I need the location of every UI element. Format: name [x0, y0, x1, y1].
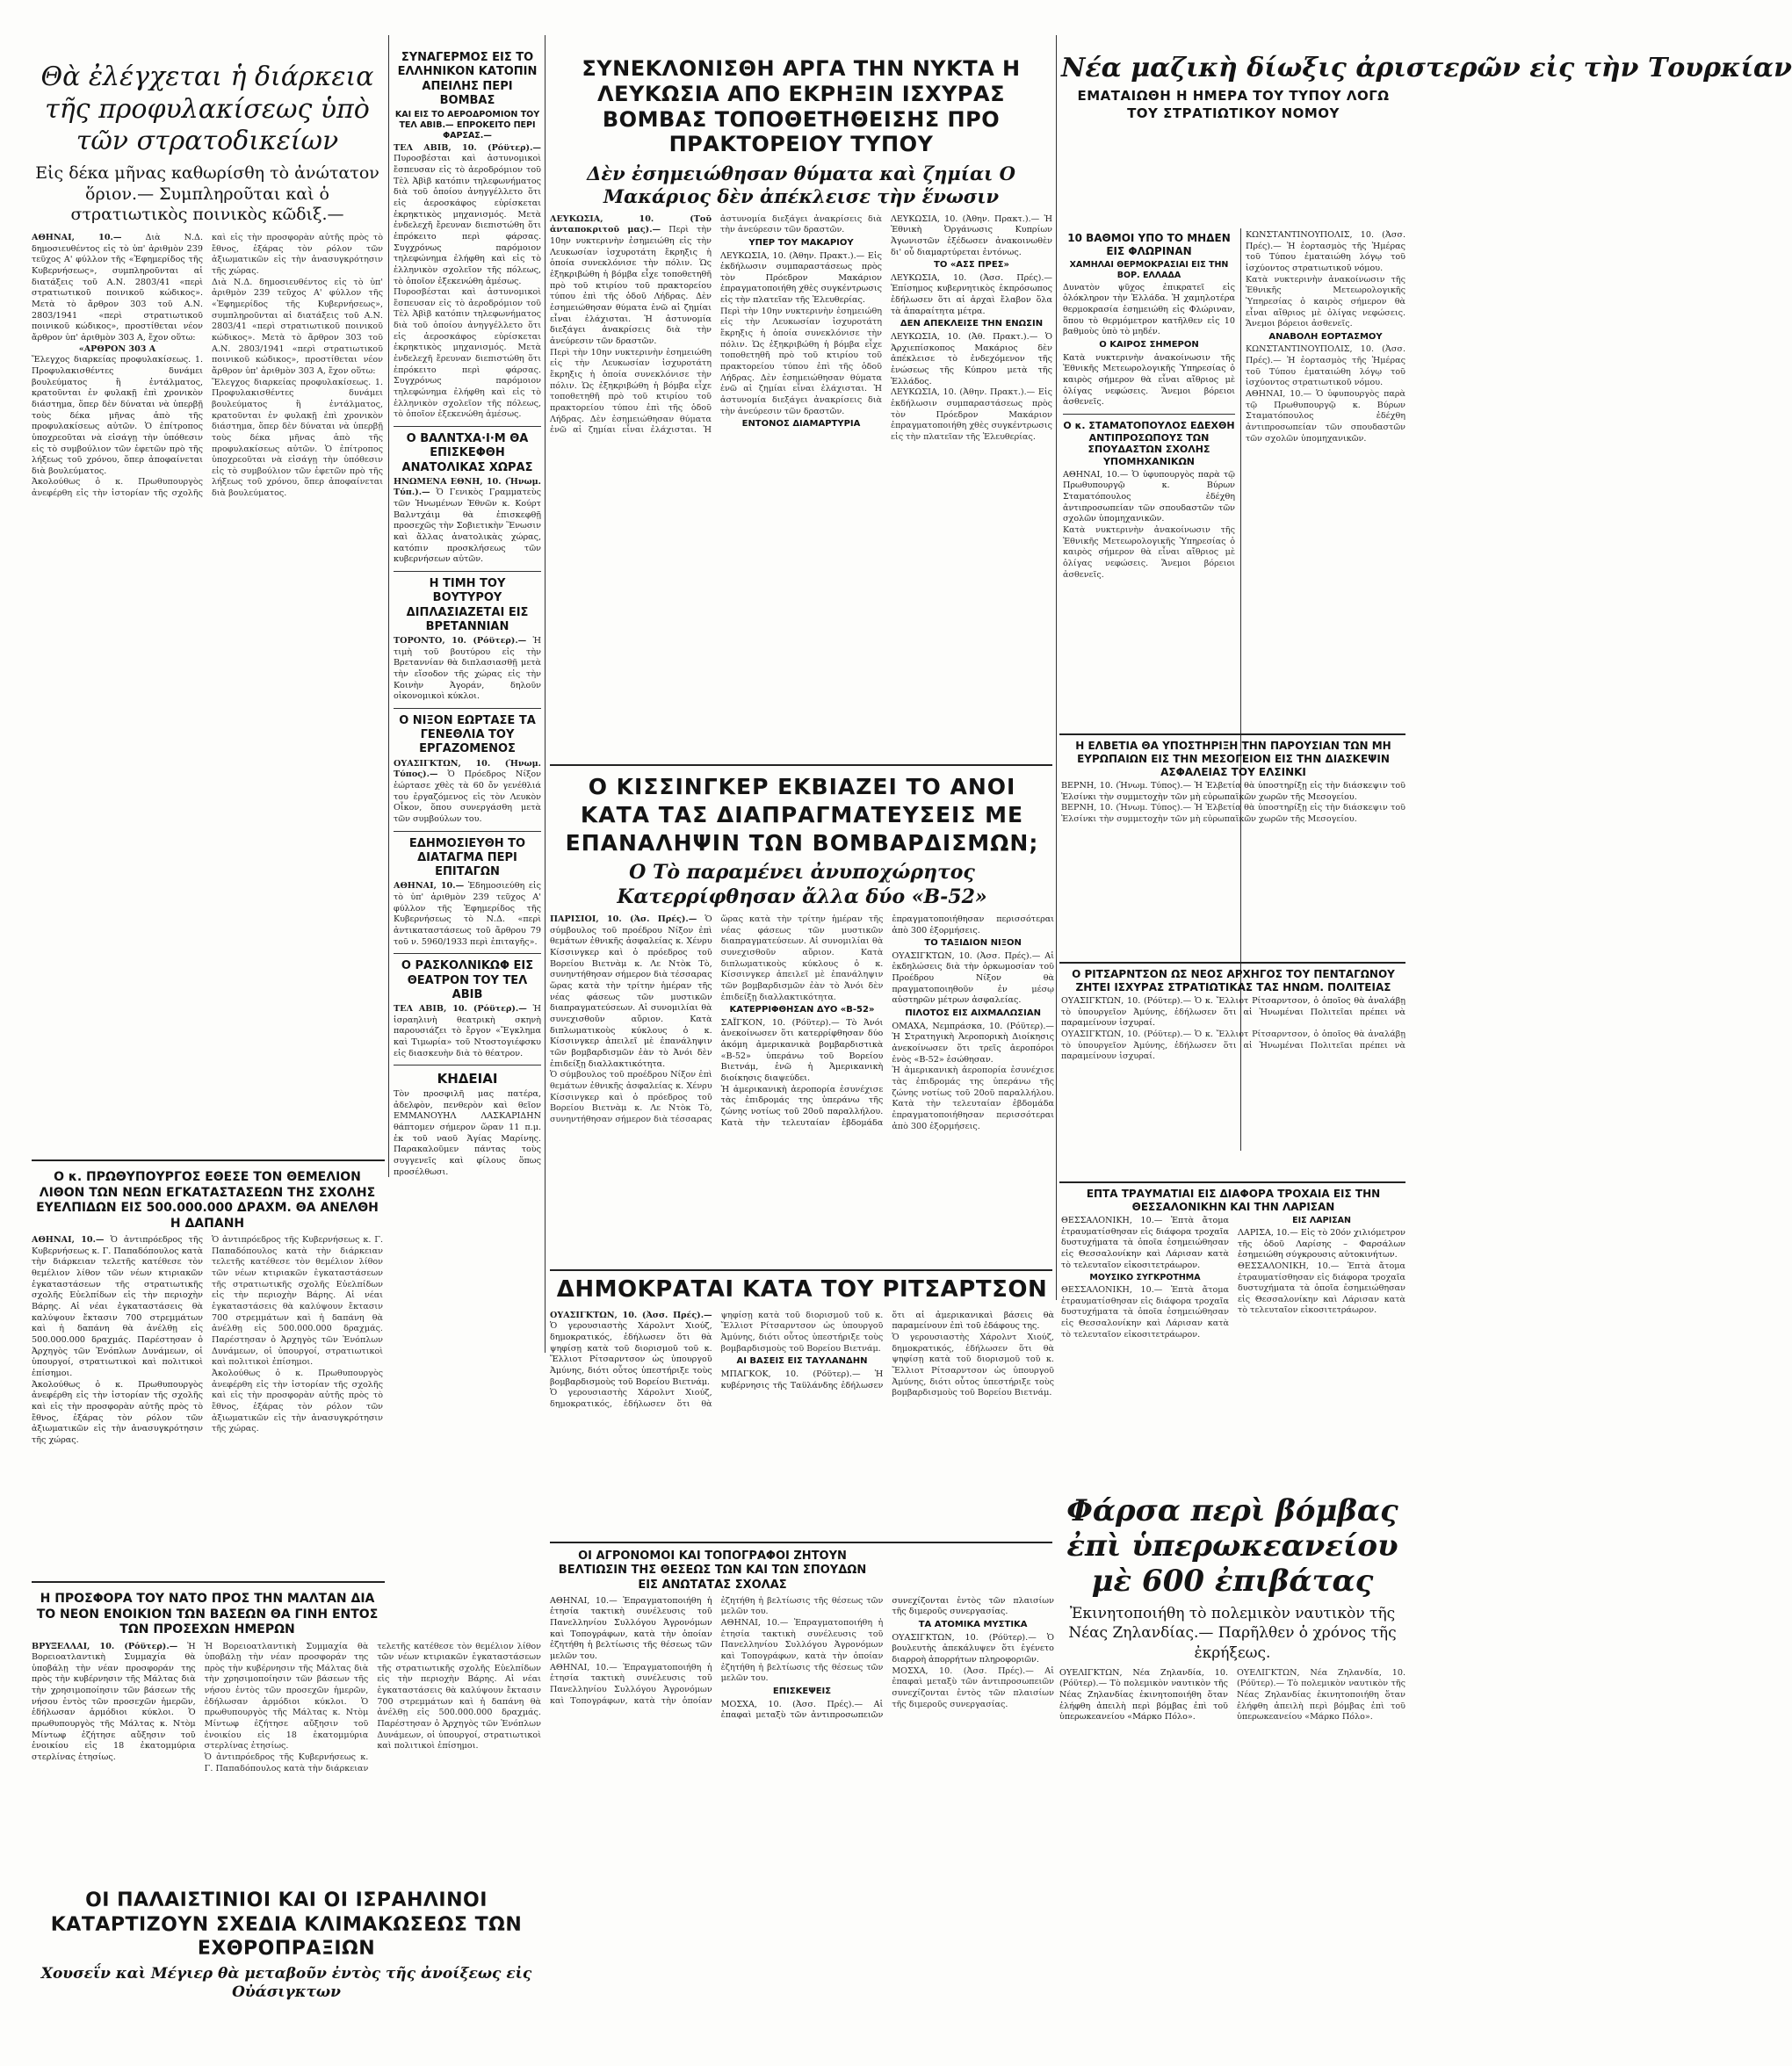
section-rule [550, 764, 1052, 766]
article-body: Πυροσβέσται καὶ ἀστυνομικοὶ ἔσπευσαν εἰς τὸ ἀεροδρόμιον τοῦ Τὲλ Ἀβὶβ κατόπιν τηλεφωνήματος διὰ τοῦ ὁποίου ἀνηγγέλλετο ὅτι εἰς ἀεροσκάφος εὑρίσκεται ἐκρηκτικὸς μηχανισμός. Μετὰ ἐνδελεχῆ ἔρευναν διεπιστώθη ὅτι ἐπρόκειτο περὶ φάρσας. Συγχρόνως παρόμοιον τηλεφώνημα ἐλήφθη καὶ εἰς τὸ ἑλληνικὸν σχολεῖον τῆς πόλεως, τὸ ὁποῖον ἐξεκενώθη ἀμέσως. [394, 287, 541, 420]
subheadline: Χουσεΐν καὶ Μέγιερ θὰ μεταβοῦν ἐντὸς τῆς ἀνοίξεως εἰς Οὐάσιγκτων [40, 1964, 532, 2001]
article-body: ΟΥΑΣΙΓΚΤΩΝ, 10. (Ρόϋτερ).— Ὁ κ. Ἔλλιοτ Ρίτσαρντσον, ὁ ὁποῖος θὰ ἀναλάβῃ τὸ ὑπουργεῖον Ἀμύνης, ἐδήλωσεν ὅτι αἱ Ἡνωμέναι Πολιτεῖαι πρέπει νὰ παραμείνουν ἰσχυραί. [1061, 1029, 1405, 1062]
dateline: ΑΘΗΝΑΙ, 10.— [394, 881, 465, 892]
article-body: ΣΑΪΓΚΟΝ, 10. (Ρόϋτερ).— Τὸ Ἀνόι ἀνεκοίνωσεν ὅτι κατερρίφθησαν δύο ἀκόμη ἀμερικανικὰ βομβαρδιστικὰ «Β-52» ὑπεράνω τοῦ Βορείου Βιετνάμ, ἐνῶ ἡ Ἀμερικανικὴ διοίκησις διαψεύδει. [720, 1017, 884, 1084]
article-body: Περὶ τὴν 10ην νυκτερινὴν ἐσημειώθη εἰς τὴν Λευκωσίαν ἰσχυροτάτη ἔκρηξις ἡ ὁποία συνεκλόνισε τὴν πόλιν. Ὡς ἐξηκριβώθη ἡ βόμβα εἶχε τοποθετηθῆ πρὸ τοῦ κτιρίου τοῦ πρακτορείου τύπου ἐπὶ τῆς ὁδοῦ Λήδρας. Δὲν ἐσημειώθησαν θύματα ἐνῶ αἱ ζημίαι εἶναι ἐλάχισται. Ἡ ἀστυνομία διεξάγει ἀνακρίσεις διὰ τὴν ἀνεύρεσιν τῶν δραστῶν. [550, 213, 882, 436]
dateline: ΟΥΑΣΙΓΚΤΩΝ, 10. (Ἀσσ. Πρές).— [550, 1310, 712, 1320]
main-headline: Φάρσα περὶ βόμβας ἐπὶ ὑπερωκεανείου μὲ 600 ἐπιβάτας [1066, 1493, 1398, 1600]
switzerland-story [1061, 738, 1405, 957]
bomb-hoax-story [1059, 1493, 1405, 1880]
section-label: Ο ΚΑΙΡΟΣ ΣΗΜΕΡΟΝ [1099, 340, 1199, 350]
article-body: ΟΥΑΣΙΓΚΤΩΝ, 10. (Ἀσσ. Πρές).— Αἱ ἐκδηλώσεις διὰ τὴν ὁρκωμοσίαν τοῦ Προέδρου Νίξον θὰ πραγματοποιηθοῦν ἐν μέσῳ αὐστηρῶν μέτρων ἀσφαλείας. [892, 950, 1054, 1006]
column-rule [1056, 35, 1057, 1300]
dateline: ΑΘΗΝΑΙ, 10.— [32, 1235, 105, 1245]
article-body: Ὁ ἀντιπρόεδρος τῆς Κυβερνήσεως κ. Γ. Παπαδόπουλος κατὰ τὴν διάρκειαν τελετῆς κατέθεσε τὸν θεμέλιον λίθον τῶν νέων κτιριακῶν ἐγκαταστάσεων τῆς στρατιωτικῆς σχολῆς Εὐελπίδων εἰς τὴν περιοχὴν Βάρης. Αἱ νέαι ἐγκαταστάσεις θὰ καλύψουν ἔκτασιν 700 στρεμμάτων καὶ ἡ δαπάνη θὰ ἀνέλθῃ εἰς 500.000.000 δραχμάς. Παρέστησαν ὁ Ἀρχηγὸς τῶν Ἐνόπλων Δυνάμεων, οἱ ὑπουργοί, στρατιωτικοὶ καὶ πολιτικοὶ ἐπίσημοι. [32, 1235, 203, 1378]
dateline: ΤΕΛ ΑΒΙΒ, 10. (Ρόϋτερ).— [394, 142, 541, 153]
dateline: ΠΑΡΙΣΙΟΙ, 10. (Ἀσ. Πρές).— [550, 914, 697, 924]
article-body: Ἔλεγχος διαρκείας προφυλακίσεως. 1. Προφυλακισθέντες δυνάμει βουλεύματος ἢ ἐντάλματος, κρατοῦνται ἐν φυλακῇ ἐπὶ χρονικὸν διάστημα, ὅπερ δὲν δύναται νὰ ὑπερβῇ τοὺς δέκα μῆνας ἀπὸ τῆς προφυλακίσεως αὐτῶν. Ὁ ἐπίτροπος ὑποχρεοῦται νὰ εἰσάγῃ τὴν ὑπόθεσιν εἰς τὸ συμβούλιον τῶν ἐφετῶν πρὸ τῆς λήξεως τοῦ χρόνου, ὅπερ ἀποφαίνεται διὰ βουλεύματος. [212, 377, 383, 499]
article-body: ΜΟΣΧΑ, 10. (Ἀσσ. Πρές).— Αἱ ἐπαφαὶ μεταξὺ τῶν ἀντιπροσωπειῶν συνεχίζονται ἐντὸς τῶν πλαισίων τῆς διμεροῦς συνεργασίας. [720, 1595, 1054, 1721]
dateline: ΛΕΥΚΩΣΙΑ, 10. (Τοῦ ἀνταποκριτοῦ μας).— [550, 213, 712, 235]
article-body: ΟΥΕΛΙΓΚΤΩΝ, Νέα Ζηλανδία, 10. (Ρόϋτερ).— Τὸ πολεμικὸν ναυτικὸν τῆς Νέας Ζηλανδίας ἐκινητοποιήθη ὅταν ἐλήφθη ἀπειλὴ περὶ βόμβας ἐπὶ τοῦ ὑπερωκεανείου «Μάρκο Πόλο». [1237, 1667, 1405, 1723]
article-body: ΑΘΗΝΑΙ, 10.— Ὁ ὑφυπουργὸς παρὰ τῷ Πρωθυπουργῷ κ. Βύρων Σταματόπουλος ἐδέχθη ἀντιπροσωπείαν τῶν σπουδαστῶν τῶν σχολῶν ὑπομηχανικῶν. [1063, 469, 1235, 524]
article-body: Πυροσβέσται καὶ ἀστυνομικοὶ ἔσπευσαν εἰς τὸ ἀεροδρόμιον τοῦ Τὲλ Ἀβὶβ κατόπιν τηλεφωνήματος διὰ τοῦ ὁποίου ἀνηγγέλλετο ὅτι εἰς ἀεροσκάφος εὑρίσκεται ἐκρηκτικὸς μηχανισμός. Μετὰ ἐνδελεχῆ ἔρευναν διεπιστώθη ὅτι ἐπρόκειτο περὶ φάρσας. Συγχρόνως παρόμοιον τηλεφώνημα ἐλήφθη καὶ εἰς τὸ ἑλληνικὸν σχολεῖον τῆς πόλεως, τὸ ὁποῖον ἐξεκενώθη ἀμέσως. [394, 154, 541, 286]
agronomists-story [550, 1548, 1054, 1882]
turkey-story-head [1061, 53, 1792, 228]
story-headline: Ο ΝΙΞΟΝ ΕΩΡΤΑΣΕ ΤΑ ΓΕΝΕΘΛΙΑ ΤΟΥ ΕΡΓΑΖΟΜΕΝΟΣ [399, 713, 536, 756]
column-rule [388, 35, 389, 1177]
article-body: Ὁ σύμβουλος τοῦ προέδρου Νίξον ἐπὶ θεμάτων ἐθνικῆς ἀσφαλείας κ. Χένρυ Κίσσινγκερ καὶ ὁ πρόεδρος τοῦ Βορείου Βιετνὰμ κ. Λε Ντὸκ Τὸ, συνηντήθησαν σήμερον διὰ τέσσαρας ὥρας κατὰ τὴν τρίτην ἡμέραν τῆς νέας φάσεως τῶν μυστικῶν διαπραγματεύσεων. Αἱ συνομιλίαι θὰ συνεχισθοῦν αὔριον. Κατὰ διπλωματικοὺς κύκλους ὁ κ. Κίσσινγκερ ἀπειλεῖ μὲ ἐπανάληψιν τῶν βομβαρδισμῶν ἐὰν τὸ Ἀνόι δὲν ἐπιδείξῃ διαλλακτικότητα. [550, 914, 884, 1124]
article-body: Περὶ τὴν 10ην νυκτερινὴν ἐσημειώθη εἰς τὴν Λευκωσίαν ἰσχυροτάτη ἔκρηξις ἡ ὁποία συνεκλόνισε τὴν πόλιν. Ὡς ἐξηκριβώθη ἡ βόμβα εἶχε τοποθετηθῆ πρὸ τοῦ κτιρίου τοῦ πρακτορείου τύπου ἐπὶ τῆς ὁδοῦ Λήδρας. Δὲν ἐσημειώθησαν θύματα ἐνῶ αἱ ζημίαι εἶναι ἐλάχισται. Ἡ ἀστυνομία διεξάγει ἀνακρίσεις διὰ τὴν ἀνεύρεσιν τῶν δραστῶν. [720, 306, 882, 416]
section-label: ΤΑ ΑΤΟΜΙΚΑ ΜΥΣΤΙΚΑ [918, 1620, 1028, 1630]
story-headline: Ο κ. ΠΡΩΘΥΠΟΥΡΓΟΣ ΕΘΕΣΕ ΤΟΝ ΘΕΜΕΛΙΟΝ ΛΙΘΟΝ ΤΩΝ ΝΕΩΝ ΕΓΚΑΤΑΣΤΑΣΕΩΝ ΤΗΣ ΣΧΟΛΗΣ ΕΥΕΛΠΙΔΩΝ ΕΙΣ 500.000.000 ΔΡΑΧΜ. ΘΑ ΑΝΕΛΘΗ Η ΔΑΠΑΝΗ [36, 1170, 379, 1231]
main-headline: Θὰ ἐλέγχεται ἡ διάρκεια τῆς προφυλακίσεως ὑπὸ τῶν στρατοδικείων [40, 61, 374, 157]
story-headline: ΕΔΗΜΟΣΙΕΥΘΗ ΤΟ ΔΙΑΤΑΓΜΑ ΠΕΡΙ ΕΠΙΤΑΓΩΝ [408, 836, 526, 879]
article-body: Ὁ Γενικὸς Γραμματεὺς τῶν Ἡνωμένων Ἐθνῶν κ. Κούρτ Βαλντχάιμ θὰ ἐπισκεφθῇ προσεχῶς τὴν Σοβιετικὴν Ἕνωσιν καὶ ἄλλας ἀνατολικὰς χώρας, κατόπιν προσκλήσεως τῶν κυβερνήσεων αὐτῶν. [394, 488, 541, 565]
article-body: ΚΩΝΣΤΑΝΤΙΝΟΥΠΟΛΙΣ, 10. (Ἀσσ. Πρές).— Ἡ ἑορτασμὸς τῆς Ἡμέρας τοῦ Τύπου ἐματαιώθη λόγῳ τοῦ ἰσχύοντος στρατιωτικοῦ νόμου. [1246, 230, 1405, 273]
story-headline: ΟΙ ΑΓΡΟΝΟΜΟΙ ΚΑΙ ΤΟΠΟΓΡΑΦΟΙ ΖΗΤΟΥΝ ΒΕΛΤΙΩΣΙΝ ΤΗΣ ΘΕΣΕΩΣ ΤΩΝ ΚΑΙ ΤΩΝ ΣΠΟΥΔΩΝ ΕΙΣ ΑΝΩΤΑΤΑΣ ΣΧΟΛΑΣ [558, 1550, 867, 1592]
main-headline: ΟΙ ΠΑΛΑΙΣΤΙΝΙΟΙ ΚΑΙ ΟΙ ΙΣΡΑΗΛΙΝΟΙ ΚΑΤΑΡΤΙΖΟΥΝ ΣΧΕΔΙΑ ΚΛΙΜΑΚΩΣΕΩΣ ΤΩΝ ΕΧΘΡΟΠΡΑΞΙΩΝ [50, 1889, 523, 1960]
subheadline: ΕΜΑΤΑΙΩΘΗ Η ΗΜΕΡΑ ΤΟΥ ΤΥΠΟΥ ΛΟΓΩ ΤΟΥ ΣΤΡΑΤΙΩΤΙΚΟΥ ΝΟΜΟΥ [1077, 88, 1390, 121]
section-label: ΤΟ «ΑΣΣ ΠΡΕΣ» [934, 260, 1009, 271]
article-body: ΚΩΝΣΤΑΝΤΙΝΟΥΠΟΛΙΣ, 10. (Ἀσσ. Πρές).— Ἡ ἑορτασμὸς τῆς Ἡμέρας τοῦ Τύπου ἐματαιώθη λόγῳ τοῦ ἰσχύοντος στρατιωτικοῦ νόμου. [1246, 344, 1405, 388]
article-body: Ἡ Βορειοατλαντικὴ Συμμαχία θὰ ὑποβάλῃ τὴν νέαν προσφοράν της πρὸς τὴν κυβέρνησιν τῆς Μάλτας διὰ τὴν χρησιμοποίησιν τῶν βάσεων τῆς νήσου ἐντὸς τῶν προσεχῶν ἡμερῶν, ἐδήλωσαν ἁρμόδιοι κύκλοι. Ὁ πρωθυπουργὸς τῆς Μάλτας κ. Ντὸμ Μίντωφ ἐζήτησε αὔξησιν τοῦ ἐνοικίου εἰς 18 ἑκατομμύρια στερλίνας ἐτησίως. [32, 1641, 196, 1763]
section-label: ΔΕΝ ΑΠΕΚΛΕΙΣΕ ΤΗΝ ΕΝΩΣΙΝ [900, 319, 1044, 329]
story-headline: Η ΤΙΜΗ ΤΟΥ ΒΟΥΤΥΡΟΥ ΔΙΠΛΑΣΙΑΖΕΤΑΙ ΕΙΣ ΒΡΕΤΑΝΝΙΑΝ [406, 577, 529, 633]
section-label: ΕΙΣ ΛΑΡΙΣΑΝ [1292, 1216, 1351, 1225]
article-body: Ἡ ἀμερικανικὴ ἀεροπορία ἐσυνέχισε τὰς ἐπιδρομάς της ὑπεράνω τῆς ζώνης νοτίως τοῦ 20οῦ παραλλήλου. Κατὰ τὴν τελευταίαν ἑβδομάδα ἐπραγματοποιήθησαν περισσότεραι ἀπὸ 300 ἐξορμήσεις. [720, 914, 1054, 1128]
dateline: ΒΡΥΞΕΛΛΑΙ, 10. (Ρόϋτερ).— [32, 1641, 178, 1651]
dateline: ΤΟΡΟΝΤΟ, 10. (Ρόϋτερ).— [394, 636, 527, 647]
article-body: Ὁ σύμβουλος τοῦ προέδρου Νίξον ἐπὶ θεμάτων ἐθνικῆς ἀσφαλείας κ. Χένρυ Κίσσινγκερ καὶ ὁ πρόεδρος τοῦ Βορείου Βιετνὰμ κ. Λε Ντὸκ Τὸ, συνηντήθησαν σήμερον διὰ τέσσαρας ὥρας κατὰ τὴν τρίτην ἡμέραν τῆς νέας φάσεως τῶν μυστικῶν διαπραγματεύσεων. Αἱ συνομιλίαι θὰ συνεχισθοῦν αὔριον. Κατὰ διπλωματικοὺς κύκλους ὁ κ. Κίσσινγκερ ἀπειλεῖ μὲ ἐπανάληψιν τῶν βομβαρδισμῶν ἐὰν τὸ Ἀνόι δὲν ἐπιδείξῃ διαλλακτικότητα. [550, 914, 712, 1069]
article-body: Ὁ Πρόεδρος Νίξον ἑώρτασε χθὲς τὰ 60 ὄν γενέθλιά του ἐργαζόμενος εἰς τὸν Λευκὸν Οἶκον, ὅπου συνεργάσθη μετὰ τῶν συμβούλων του. [394, 769, 541, 824]
kissinger-story [550, 773, 1054, 1265]
article-body: ΟΜΑΧΑ, Νεμπράσκα, 10. (Ρόϋτερ).— Ἡ Στρατηγικὴ Ἀεροπορικὴ Διοίκησις ἀνεκοίνωσεν ὅτι τρεῖς ἀεροπόροι ἐνὸς «Β-52» ἐσώθησαν. [892, 1021, 1054, 1065]
article-body: Ὁ ἀντιπρόεδρος τῆς Κυβερνήσεως κ. Γ. Παπαδόπουλος κατὰ τὴν διάρκειαν τελετῆς κατέθεσε τὸν θεμέλιον λίθον τῶν νέων κτιριακῶν ἐγκαταστάσεων τῆς στρατιωτικῆς σχολῆς Εὐελπίδων εἰς τὴν περιοχὴν Βάρης. Αἱ νέαι ἐγκαταστάσεις θὰ καλύψουν ἔκτασιν 700 στρεμμάτων καὶ ἡ δαπάνη θὰ ἀνέλθῃ εἰς 500.000.000 δραχμάς. Παρέστησαν ὁ Ἀρχηγὸς τῶν Ἐνόπλων Δυνάμεων, οἱ ὑπουργοί, στρατιωτικοὶ καὶ πολιτικοὶ ἐπίσημοι. [204, 1641, 541, 1773]
article-body: ΑΘΗΝΑΙ, 10.— Ἐπραγματοποιήθη ἡ ἐτησία τακτικὴ συνέλευσις τοῦ Πανελληνίου Συλλόγου Ἀγρονόμων καὶ Τοπογράφων, κατὰ τὴν ὁποίαν ἐζητήθη ἡ βελτίωσις τῆς θέσεως τῶν μελῶν του. [720, 1618, 884, 1684]
section-label: ΥΠΕΡ ΤΟΥ ΜΑΚΑΡΙΟΥ [748, 238, 854, 248]
section-rule [1059, 1181, 1405, 1183]
section-label: ΤΟ ΤΑΞΙΔΙΟΝ ΝΙΞΟΝ [924, 938, 1022, 949]
article-body: ΛΕΥΚΩΣΙΑ, 10. (Ἀσσ. Πρές).— Ἐπίσημος κυβερνητικὸς ἐκπρόσωπος ἐδήλωσεν ὅτι αἱ ἀρχαὶ ἔλαβον ὅλα τὰ ἀπαραίτητα μέτρα. [891, 272, 1052, 316]
article-body: ΛΕΥΚΩΣΙΑ, 10. (Ἀθην. Πρακτ.).— Εἰς ἐκδήλωσιν συμπαραστάσεως πρὸς τὸν Πρόεδρον Μακάριον ἐπραγματοποιήθη χθὲς συγκέντρωσις εἰς τὴν πλατεῖαν τῆς Ἐλευθερίας. [720, 250, 882, 306]
section-rule [550, 1269, 1052, 1271]
article-body: Ἀκολούθως ὁ κ. Πρωθυπουργὸς ἀνεφέρθη εἰς τὴν ἱστορίαν τῆς σχολῆς καὶ εἰς τὴν προσφορὰν αὐτῆς πρὸς τὸ ἔθνος, ἐξάρας τὸν ρόλον τῶν ἀξιωματικῶν εἰς τὴν ἀνασυγκρότησιν τῆς χώρας. [32, 1379, 203, 1445]
story-headline: Ο ΡΙΤΣΑΡΝΤΣΟΝ ΩΣ ΝΕΟΣ ΑΡΧΗΓΟΣ ΤΟΥ ΠΕΝΤΑΓΩΝΟΥ ΖΗΤΕΙ ΙΣΧΥΡΑΣ ΣΤΡΑΤΙΩΤΙΚΑΣ ΤΑΣ ΗΝΩΜ. ΠΟΛΙΤΕΙΑΣ [1072, 968, 1395, 993]
section-rule [32, 1159, 385, 1161]
subheadline: Ἐκινητοποιήθη τὸ πολεμικὸν ναυτικὸν τῆς Νέας Ζηλανδίας.— Παρῆλθεν ὁ χρόνος τῆς ἐκρήξεως. [1068, 1605, 1397, 1662]
article-body: Ἔλεγχος διαρκείας προφυλακίσεως. 1. Προφυλακισθέντες δυνάμει βουλεύματος ἢ ἐντάλματος, κρατοῦνται ἐν φυλακῇ ἐπὶ χρονικὸν διάστημα, ὅπερ δὲν δύναται νὰ ὑπερβῇ τοὺς δέκα μῆνας ἀπὸ τῆς προφυλακίσεως αὐτῶν. Ὁ ἐπίτροπος ὑποχρεοῦται νὰ εἰσάγῃ τὴν ὑπόθεσιν εἰς τὸ συμβούλιον τῶν ἐφετῶν πρὸ τῆς λήξεως τοῦ χρόνου, ὅπερ ἀποφαίνεται διὰ βουλεύματος. [32, 355, 203, 476]
richardson-story [1061, 966, 1405, 1177]
article-body: ΜΠΑΓΚΟΚ, 10. (Ρόϋτερ).— Ἡ κυβέρνησις τῆς Ταϋλάνδης ἐδήλωσεν ὅτι αἱ ἀμερικανικαὶ βάσεις θὰ παραμείνουν ἐπὶ τοῦ ἐδάφους της. [720, 1310, 1054, 1391]
article-body: ΟΥΕΛΙΓΚΤΩΝ, Νέα Ζηλανδία, 10. (Ρόϋτερ).— Τὸ πολεμικὸν ναυτικὸν τῆς Νέας Ζηλανδίας ἐκινητοποιήθη ὅταν ἐλήφθη ἀπειλὴ περὶ βόμβας ἐπὶ τοῦ ὑπερωκεανείου «Μάρκο Πόλο». [1059, 1667, 1228, 1723]
article-body: Διὰ Ν.Δ. δημοσιευθέντος εἰς τὸ ὑπ' ἀριθμὸν 239 τεῦχος Α' φύλλον τῆς «Ἐφημερίδος τῆς Κυβερνήσεως», συμπληροῦνται αἱ διατάξεις τοῦ Α.Ν. 2803/41 «περὶ στρατιωτικοῦ ποινικοῦ κώδικος». Μετὰ τὸ ἄρθρον 303 τοῦ Α.Ν. 2803/1941 «περὶ στρατιωτικοῦ ποινικοῦ κώδικος», προστίθεται νέον ἄρθρον ὑπ' ἀριθμὸν 303 Α, ἔχον οὕτω: [212, 277, 383, 376]
article-body: Δυνατὸν ψῦχος ἐπικρατεῖ εἰς ὁλόκληρον τὴν Ἑλλάδα. Ἡ χαμηλοτέρα θερμοκρασία ἐσημειώθη εἰς Φλώριναν, ὅπου τὸ θερμόμετρον κατῆλθεν εἰς 10 βαθμοὺς ὑπὸ τὸ μηδέν. [1063, 282, 1235, 337]
article-body: Ὁ ἀντιπρόεδρος τῆς Κυβερνήσεως κ. Γ. Παπαδόπουλος κατὰ τὴν διάρκειαν τελετῆς κατέθεσε τὸν θεμέλιον λίθον τῶν νέων κτιριακῶν ἐγκαταστάσεων τῆς στρατιωτικῆς σχολῆς Εὐελπίδων εἰς τὴν περιοχὴν Βάρης. Αἱ νέαι ἐγκαταστάσεις θὰ καλύψουν ἔκτασιν 700 στρεμμάτων καὶ ἡ δαπάνη θὰ ἀνέλθῃ εἰς 500.000.000 δραχμάς. Παρέστησαν ὁ Ἀρχηγὸς τῶν Ἐνόπλων Δυνάμεων, οἱ ὑπουργοί, στρατιωτικοὶ καὶ πολιτικοὶ ἐπίσημοι. [212, 1235, 383, 1368]
article-body: Κατὰ νυκτερινὴν ἀνακοίνωσιν τῆς Ἐθνικῆς Μετεωρολογικῆς Ὑπηρεσίας ὁ καιρὸς σήμερον θὰ εἶναι αἴθριος μὲ ὀλίγας νεφώσεις. Ἄνεμοι βόρειοι ἀσθενεῖς. [1063, 525, 1235, 580]
accidents-story [1061, 1186, 1405, 1484]
article-body: Ἐδημοσιεύθη εἰς τὸ ὑπ' ἀριθμὸν 239 τεῦχος Α' φύλλον τῆς Ἐφημερίδος τῆς Κυβερνήσεως τὸ Ν.Δ. «περὶ ἀντικαταστάσεως τοῦ ἄρθρου 79 τοῦ ν. 5960/1933 περὶ ἐπιταγῆς». [394, 881, 541, 947]
palestinians-story [32, 1889, 541, 2064]
story-subheadline: ΚΑΙ ΕΙΣ ΤΟ ΑΕΡΟΔΡΟΜΙΟΝ ΤΟΥ ΤΕΛ ΑΒΙΒ.— ΕΠΡΟΚΕΙΤΟ ΠΕΡΙ ΦΑΡΣΑΣ.— [394, 110, 540, 141]
article-body: Ἀκολούθως ὁ κ. Πρωθυπουργὸς ἀνεφέρθη εἰς τὴν ἱστορίαν τῆς σχολῆς καὶ εἰς τὴν προσφορὰν αὐτῆς πρὸς τὸ ἔθνος, ἐξάρας τὸν ρόλον τῶν ἀξιωματικῶν εἰς τὴν ἀνασυγκρότησιν τῆς χώρας. [212, 1368, 383, 1434]
article-body: Ἀκολούθως ὁ κ. Πρωθυπουργὸς ἀνεφέρθη εἰς τὴν ἱστορίαν τῆς σχολῆς καὶ εἰς τὴν προσφορὰν αὐτῆς πρὸς τὸ ἔθνος, ἐξάρας τὸν ρόλον τῶν ἀξιωματικῶν εἰς τὴν ἀνασυγκρότησιν τῆς χώρας. [32, 233, 383, 499]
main-headline: Ο ΚΙΣΣΙΝΓΚΕΡ ΕΚΒΙΑΖΕΙ ΤΟ ΑΝΟΙ ΚΑΤΑ ΤΑΣ ΔΙΑΠΡΑΓΜΑΤΕΥΣΕΙΣ ΜΕ ΕΠΑΝΑΛΗΨΙΝ ΤΩΝ ΒΟΜΒΑΡΔΙΣΜΩΝ; [565, 774, 1039, 856]
section-rule [1059, 733, 1405, 735]
main-headline: Νέα μαζικὴ δίωξις ἀριστερῶν εἰς τὴν Τουρκίαν [1061, 53, 1792, 83]
section-label: ΜΟΥΣΙΚΟ ΣΥΓΚΡΟΤΗΜΑ [1089, 1273, 1201, 1283]
article-body: Διὰ Ν.Δ. δημοσιευθέντος εἰς τὸ ὑπ' ἀριθμὸν 239 τεῦχος Α' φύλλον τῆς «Ἐφημερίδος τῆς Κυβερνήσεως», συμπληροῦνται αἱ διατάξεις τοῦ Α.Ν. 2803/41 «περὶ στρατιωτικοῦ ποινικοῦ κώδικος». Μετὰ τὸ ἄρθρον 303 τοῦ Α.Ν. 2803/1941 «περὶ στρατιωτικοῦ ποινικοῦ κώδικος», προστίθεται νέον ἄρθρον ὑπ' ἀριθμὸν 303 Α, ἔχον οὕτω: [32, 233, 203, 343]
article-body: ΛΕΥΚΩΣΙΑ, 10. (Ἀθην. Πρακτ.).— Ἡ Ἐθνικὴ Ὀργάνωσις Κυπρίων Ἀγωνιστῶν ἐξέδωσεν ἀνακοινωθὲν δι' οὗ διαμαρτύρεται ἐντόνως. [891, 213, 1052, 257]
story-subheadline: ΧΑΜΗΛΑΙ ΘΕΡΜΟΚΡΑΣΙΑΙ ΕΙΣ ΤΗΝ ΒΟΡ. ΕΛΛΑΔΑ [1069, 260, 1229, 280]
weather-story [1063, 230, 1235, 687]
article-body: Περὶ τὴν 10ην νυκτερινὴν ἐσημειώθη εἰς τὴν Λευκωσίαν ἰσχυροτάτη ἔκρηξις ἡ ὁποία συνεκλόνισε τὴν πόλιν. Ὡς ἐξηκριβώθη ἡ βόμβα εἶχε τοποθετηθῆ πρὸ τοῦ κτιρίου τοῦ πρακτορείου τύπου ἐπὶ τῆς ὁδοῦ Λήδρας. Δὲν ἐσημειώθησαν θύματα ἐνῶ αἱ ζημίαι εἶναι ἐλάχισται. Ἡ ἀστυνομία διεξάγει ἀνακρίσεις διὰ τὴν ἀνεύρεσιν τῶν δραστῶν. [550, 225, 712, 346]
col2-stories [394, 49, 541, 1235]
col1-story-2 [32, 1168, 383, 1581]
col1-story [32, 61, 383, 1151]
dateline: ΤΕΛ ΑΒΙΒ, 10. (Ρόϋτερ).— [394, 1004, 527, 1015]
section-label: ΑΝΑΒΟΛΗ ΕΟΡΤΑΣΜΟΥ [1268, 331, 1383, 342]
article-body: ΑΘΗΝΑΙ, 10.— Ὁ ὑφυπουργὸς παρὰ τῷ Πρωθυπουργῷ κ. Βύρων Σταματόπουλος ἐδέχθη ἀντιπροσωπείαν τῶν σπουδαστῶν τῶν σχολῶν ὑπομηχανικῶν. [1246, 389, 1405, 444]
col1-story-3 [32, 1590, 541, 1889]
article-body: Ὁ γερουσιαστὴς Χάρολντ Χιούζ, δημοκρατικός, ἐδήλωσεν ὅτι θὰ ψηφίσῃ κατὰ τοῦ διορισμοῦ τοῦ κ. Ἔλλιοτ Ρίτσαρντσον ὡς ὑπουργοῦ Ἀμύνης, διότι οὗτος ὑπεστήριξε τοὺς βομβαρδισμοὺς τοῦ Βορείου Βιετνάμ. [550, 1321, 712, 1387]
story-headline: ΣΥΝΑΓΕΡΜΟΣ ΕΙΣ ΤΟ ΕΛΛΗΝΙΚΟΝ ΚΑΤΟΠΙΝ ΑΠΕΙΛΗΣ ΠΕΡΙ ΒΟΜΒΑΣ [397, 51, 538, 107]
article-body: ΛΕΥΚΩΣΙΑ, 10. (Ἀθ. Πρακτ.).— Ὁ Ἀρχιεπίσκοπος Μακάριος δὲν ἀπέκλεισε τὸ ἐνδεχόμενον τῆς ἑνώσεως τῆς Κύπρου μετὰ τῆς Ἑλλάδος. [891, 331, 1052, 386]
section-label: ΚΑΤΕΡΡΙΦΘΗΣΑΝ ΔΥΟ «Β-52» [729, 1005, 875, 1015]
article-body: Κατὰ νυκτερινὴν ἀνακοίνωσιν τῆς Ἐθνικῆς Μετεωρολογικῆς Ὑπηρεσίας ὁ καιρὸς σήμερον θὰ εἶναι αἴθριος μὲ ὀλίγας νεφώσεις. Ἄνεμοι βόρειοι ἀσθενεῖς. [1063, 352, 1235, 408]
story-headline: Ο ΒΑΛΝΤΧΑ·Ι·Μ ΘΑ ΕΠΙΣΚΕΦΘΗ ΑΝΑΤΟΛΙΚΑΣ ΧΩΡΑΣ [401, 432, 533, 474]
article-body: Ὁ γερουσιαστὴς Χάρολντ Χιούζ, δημοκρατικός, ἐδήλωσεν ὅτι θὰ ψηφίσῃ κατὰ τοῦ διορισμοῦ τοῦ κ. Ἔλλιοτ Ρίτσαρντσον ὡς ὑπουργοῦ Ἀμύνης, διότι οὗτος ὑπεστήριξε τοὺς βομβαρδισμοὺς τοῦ Βορείου Βιετνάμ. [892, 1333, 1054, 1398]
dateline: ΟΥΑΣΙΓΚΤΩΝ, 10. (Ἡνωμ. Τύπος).— [394, 758, 541, 780]
article-body: ΒΕΡΝΗ, 10. (Ἡνωμ. Τύπος).— Ἡ Ἐλβετία θὰ ὑποστηρίξῃ εἰς τὴν διάσκεψιν τοῦ Ἐλσίνκι τὴν συμμετοχὴν τῶν μὴ εὐρωπαϊκῶν χωρῶν τῆς Μεσογείου. [1061, 803, 1405, 824]
section-rule [550, 1542, 1052, 1543]
subheadline: Εἰς δέκα μῆνας καθωρίσθη τὸ ἀνώτατον ὅριον.— Συμπληροῦται καὶ ὁ στρατιωτικὸς ποινικὸς κῶδιξ.— [35, 163, 379, 225]
section-rule [32, 1581, 385, 1583]
article-body: ΟΥΑΣΙΓΚΤΩΝ, 10. (Ρόϋτερ).— Ὁ βουλευτὴς ἀπεκάλυψεν ὅτι ἐγένετο διαρροὴ ἀπορρήτων πληροφοριῶν. [892, 1632, 1054, 1665]
article-label: «ΑΡΘΡΟΝ 303 Α [78, 343, 156, 354]
story-headline: Ο ΡΑΣΚΟΛΝΙΚΩΦ ΕΙΣ ΘΕΑΤΡΟΝ ΤΟΥ ΤΕΛ ΑΒΙΒ [401, 959, 534, 1001]
section-rule [1059, 962, 1405, 964]
dateline: ΑΘΗΝΑΙ, 10.— [32, 233, 122, 243]
section-label: ΕΝΤΟΝΟΣ ΔΙΑΜΑΡΤΥΡΙΑ [741, 419, 861, 430]
story-headline: 10 ΒΑΘΜΟΙ ΥΠΟ ΤΟ ΜΗΔΕΝ ΕΙΣ ΦΛΩΡΙΝΑΝ [1067, 232, 1231, 257]
article-body: ΟΥΑΣΙΓΚΤΩΝ, 10. (Ρόϋτερ).— Ὁ κ. Ἔλλιοτ Ρίτσαρντσον, ὁ ὁποῖος θὰ ἀναλάβῃ τὸ ὑπουργεῖον Ἀμύνης, ἐδήλωσεν ὅτι αἱ Ἡνωμέναι Πολιτεῖαι πρέπει νὰ παραμείνουν ἰσχυραί. [1061, 996, 1405, 1029]
subheadline: Δὲν ἐσημειώθησαν θύματα καὶ ζημίαι Ο Μακάριος δὲν ἀπέκλεισε τὴν ἕνωσιν [587, 163, 1015, 208]
article-body: ΘΕΣΣΑΛΟΝΙΚΗ, 10.— Ἑπτὰ ἄτομα ἐτραυματίσθησαν εἰς διάφορα τροχαῖα δυστυχήματα τὰ ὁποῖα ἐσημειώθησαν εἰς Θεσσαλονίκην καὶ Λάρισαν κατὰ τὸ τελευταῖον εἰκοσιτετράωρον. [1061, 1285, 1229, 1340]
article-body: ΜΟΣΧΑ, 10. (Ἀσσ. Πρές).— Αἱ ἐπαφαὶ μεταξὺ τῶν ἀντιπροσωπειῶν συνεχίζονται ἐντὸς τῶν πλαισίων τῆς διμεροῦς συνεργασίας. [892, 1665, 1054, 1709]
story-headline: Ο κ. ΣΤΑΜΑΤΟΠΟΥΛΟΣ ΕΔΕΧΘΗ ΑΝΤΙΠΡΟΣΩΠΟΥΣ ΤΩΝ ΣΠΟΥΔΑΣΤΩΝ ΣΧΟΛΗΣ ΥΠΟΜΗΧΑΝΙΚΩΝ [1063, 419, 1235, 468]
article-body: ΛΑΡΙΣΑ, 10.— Εἰς τὸ 20όν χιλιόμετρον τῆς ὁδοῦ Λαρίσης – Φαρσάλων ἐσημειώθη σύγκρουσις αὐτοκινήτων. [1238, 1227, 1405, 1261]
democrats-story [550, 1275, 1054, 1539]
article-body: Ἡ ἀμερικανικὴ ἀεροπορία ἐσυνέχισε τὰς ἐπιδρομάς της ὑπεράνω τῆς ζώνης νοτίως τοῦ 20οῦ παραλλήλου. Κατὰ τὴν τελευταίαν ἑβδομάδα ἐπραγματοποιήθησαν περισσότεραι ἀπὸ 300 ἐξορμήσεις. [892, 1066, 1054, 1131]
story-headline: Η ΠΡΟΣΦΟΡΑ ΤΟΥ ΝΑΤΟ ΠΡΟΣ ΤΗΝ ΜΑΛΤΑΝ ΔΙΑ ΤΟ ΝΕΟΝ ΕΝΟΙΚΙΟΝ ΤΩΝ ΒΑΣΕΩΝ ΘΑ ΓΙΝΗ ΕΝΤΟΣ ΤΩΝ ΠΡΟΣΕΧΩΝ ΗΜΕΡΩΝ [36, 1592, 379, 1636]
main-headline: ΣΥΝΕΚΛΟΝΙΣΘΗ ΑΡΓΑ ΤΗΝ ΝΥΚΤΑ Η ΛΕΥΚΩΣΙΑ ΑΠΟ ΕΚΡΗΞΙΝ ΙΣΧΥΡΑΣ ΒΟΜΒΑΣ ΤΟΠΟΘΕΤΗΘΕΙΣΗΣ ΠΡΟ ΠΡΑΚΤΟΡΕΙΟΥ ΤΥΠΟΥ [582, 56, 1021, 157]
article-body: Ἡ τιμὴ τοῦ βουτύρου εἰς τὴν Βρεταννίαν θὰ διπλασιασθῇ μετὰ τὴν εἴσοδον τῆς χώρας εἰς τὴν Κοινὴν Ἀγοράν, δηλοῦν οἰκονομικοὶ κύκλοι. [394, 636, 541, 702]
story-headline: Η ΕΛΒΕΤΙΑ ΘΑ ΥΠΟΣΤΗΡΙΞΗ ΤΗΝ ΠΑΡΟΥΣΙΑΝ ΤΩΝ ΜΗ ΕΥΡΩΠΑΙΩΝ ΕΙΣ ΤΗΝ ΜΕΣΟΓΕΙΟΝ ΕΙΣ ΤΗΝ ΔΙΑΣΚΕΨΙΝ ΑΣΦΑΛΕΙΑΣ ΤΟΥ ΕΛΣΙΝΚΙ [1075, 740, 1391, 778]
story-headline: ΚΗΔΕΙΑΙ [437, 1071, 498, 1087]
article-body: Ἡ ἰσραηλινὴ θεατρικὴ σκηνὴ παρουσιάζει τὸ ἔργον «Ἔγκλημα καὶ Τιμωρία» τοῦ Ντοστογιέφσκυ εἰς διασκευὴν διὰ τὸ θέατρον. [394, 1004, 541, 1058]
section-label: ΕΠΙΣΚΕΨΕΙΣ [772, 1687, 832, 1696]
story-headline: ΕΠΤΑ ΤΡΑΥΜΑΤΙΑΙ ΕΙΣ ΔΙΑΦΟΡΑ ΤΡΟΧΑΙΑ ΕΙΣ ΤΗΝ ΘΕΣΣΑΛΟΝΙΚΗΝ ΚΑΙ ΤΗΝ ΛΑΡΙΣΑΝ [1086, 1188, 1381, 1213]
article-body: Τὸν προσφιλῆ μας πατέρα, ἀδελφὸν, πενθερὸν καὶ θεῖον ΕΜΜΑΝΟΥΗΛ ΛΑΣΚΑΡΙΔΗΝ θάπτομεν σήμερον ὥραν 11 π.μ. ἐκ τοῦ ναοῦ Ἁγίας Μαρίνης. Παρακαλοῦμεν πάντας τοὺς συγγενεῖς καὶ φίλους ὅπως προσέλθωσι. [394, 1089, 541, 1177]
main-headline: ΔΗΜΟΚΡΑΤΑΙ ΚΑΤΑ ΤΟΥ ΡΙΤΣΑΡΤΣΟΝ [556, 1276, 1048, 1303]
article-body: ΑΘΗΝΑΙ, 10.— Ἐπραγματοποιήθη ἡ ἐτησία τακτικὴ συνέλευσις τοῦ Πανελληνίου Συλλόγου Ἀγρονόμων καὶ Τοπογράφων, κατὰ τὴν ὁποίαν ἐζητήθη ἡ βελτίωσις τῆς θέσεως τῶν μελῶν του. [550, 1595, 884, 1706]
article-body: ΘΕΣΣΑΛΟΝΙΚΗ, 10.— Ἑπτὰ ἄτομα ἐτραυματίσθησαν εἰς διάφορα τροχαῖα δυστυχήματα τὰ ὁποῖα ἐσημειώθησαν εἰς Θεσσαλονίκην καὶ Λάρισαν κατὰ τὸ τελευταῖον εἰκοσιτετράωρον. [1238, 1261, 1405, 1316]
section-label: ΠΙΛΟΤΟΣ ΕΙΣ ΑΙΧΜΑΛΩΣΙΑΝ [905, 1008, 1041, 1019]
section-label: ΑΙ ΒΑΣΕΙΣ ΕΙΣ ΤΑΥΛΑΝΔΗΝ [736, 1356, 868, 1367]
subheadline: Ο Τὸ παραμένει ἀνυποχώρητος Κατερρίφθησαν ἄλλα δύο «Β-52» [617, 861, 987, 908]
article-body: Κατὰ νυκτερινὴν ἀνακοίνωσιν τῆς Ἐθνικῆς Μετεωρολογικῆς Ὑπηρεσίας ὁ καιρὸς σήμερον θὰ εἶναι αἴθριος μὲ ὀλίγας νεφώσεις. Ἄνεμοι βόρειοι ἀσθενεῖς. [1246, 274, 1405, 329]
article-body: ΘΕΣΣΑΛΟΝΙΚΗ, 10.— Ἑπτὰ ἄτομα ἐτραυματίσθησαν εἰς διάφορα τροχαῖα δυστυχήματα τὰ ὁποῖα ἐσημειώθησαν εἰς Θεσσαλονίκην καὶ Λάρισαν κατὰ τὸ τελευταῖον εἰκοσιτετράωρον. [1061, 1216, 1229, 1270]
cyprus-story [550, 56, 1052, 759]
article-body: ΑΘΗΝΑΙ, 10.— Ἐπραγματοποιήθη ἡ ἐτησία τακτικὴ συνέλευσις τοῦ Πανελληνίου Συλλόγου Ἀγρονόμων καὶ Τοπογράφων, κατὰ τὴν ὁποίαν ἐζητήθη ἡ βελτίωσις τῆς θέσεως τῶν μελῶν του. [550, 1595, 712, 1662]
article-body: ΒΕΡΝΗ, 10. (Ἡνωμ. Τύπος).— Ἡ Ἐλβετία θὰ ὑποστηρίξῃ εἰς τὴν διάσκεψιν τοῦ Ἐλσίνκι τὴν συμμετοχὴν τῶν μὴ εὐρωπαϊκῶν χωρῶν τῆς Μεσογείου. [1061, 781, 1405, 802]
dateline: ΗΝΩΜΕΝΑ ΕΘΝΗ, 10. (Ἡνωμ. Τύπ.).— [394, 476, 541, 498]
article-body: Ὁ γερουσιαστὴς Χάρολντ Χιούζ, δημοκρατικός, ἐδήλωσεν ὅτι θὰ ψηφίσῃ κατὰ τοῦ διορισμοῦ τοῦ κ. Ἔλλιοτ Ρίτσαρντσον ὡς ὑπουργοῦ Ἀμύνης, διότι οὗτος ὑπεστήριξε τοὺς βομβαρδισμοὺς τοῦ Βορείου Βιετνάμ. [550, 1310, 884, 1410]
column-rule [545, 35, 546, 1353]
article-body: ΛΕΥΚΩΣΙΑ, 10. (Ἀθην. Πρακτ.).— Εἰς ἐκδήλωσιν συμπαραστάσεως πρὸς τὸν Πρόεδρον Μακάριον ἐπραγματοποιήθη χθὲς συγκέντρωσις εἰς τὴν πλατεῖαν τῆς Ἐλευθερίας. [891, 387, 1052, 442]
spacer [32, 1353, 541, 1362]
article-body: Ἡ Βορειοατλαντικὴ Συμμαχία θὰ ὑποβάλῃ τὴν νέαν προσφοράν της πρὸς τὴν κυβέρνησιν τῆς Μάλτας διὰ τὴν χρησιμοποίησιν τῶν βάσεων τῆς νήσου ἐντὸς τῶν προσεχῶν ἡμερῶν, ἐδήλωσαν ἁρμόδιοι κύκλοι. Ὁ πρωθυπουργὸς τῆς Μάλτας κ. Ντὸμ Μίντωφ ἐζήτησε αὔξησιν τοῦ ἐνοικίου εἰς 18 ἑκατομμύρια στερλίνας ἐτησίως. [204, 1641, 369, 1752]
